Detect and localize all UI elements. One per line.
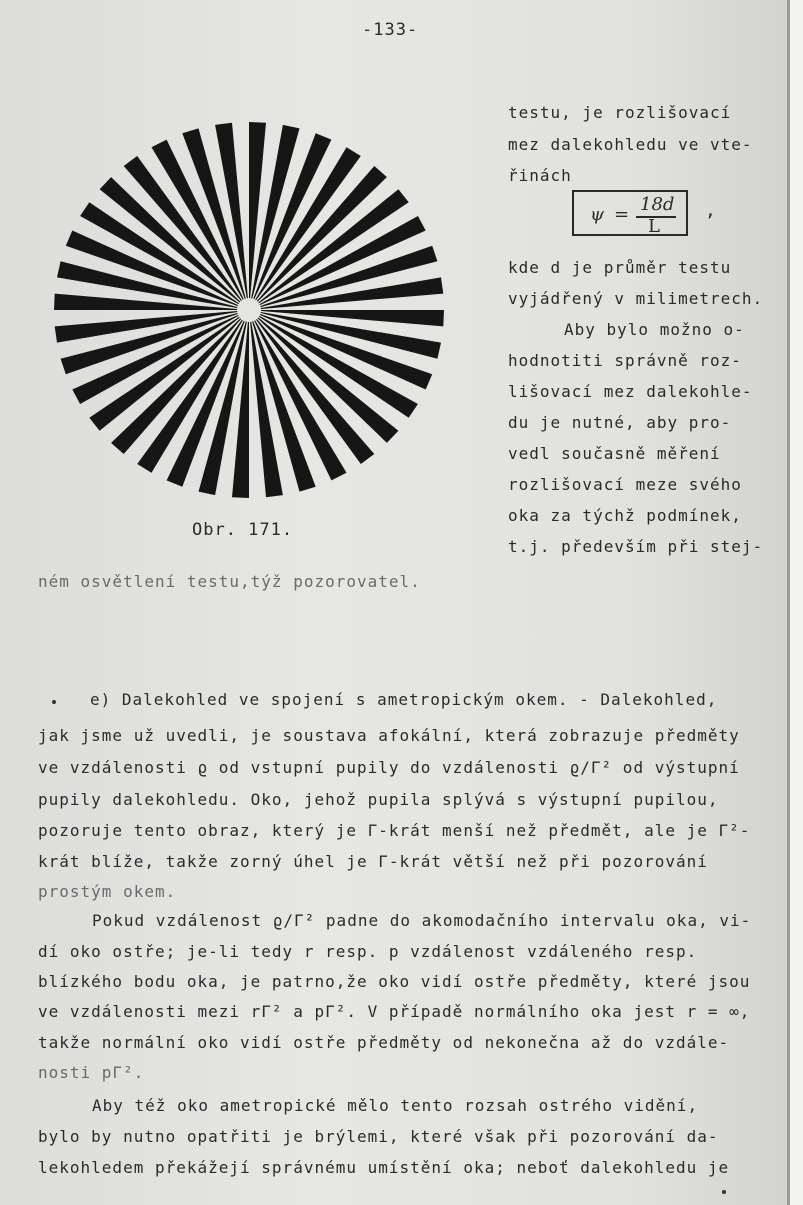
star-spoke bbox=[54, 294, 249, 310]
body-line: prostým okem. bbox=[38, 882, 177, 901]
right-column-line: rozlišovací meze svého bbox=[508, 475, 742, 494]
formula-denominator: L bbox=[648, 216, 660, 237]
right-column-line: oka za týchž podmínek, bbox=[508, 506, 742, 525]
body-line: jak jsme už uvedli, je soustava afokální, která zobrazuje předměty bbox=[38, 726, 740, 745]
body-line: nosti pΓ². bbox=[38, 1063, 145, 1082]
body-line: pupily dalekohledu. Oko, jehož pupila splývá s výstupní pupilou, bbox=[38, 790, 719, 809]
right-column-line: vedl současně měření bbox=[508, 444, 721, 463]
body-line: dí oko ostře; je-li tedy r resp. p vzdálenost vzdáleného resp. bbox=[38, 942, 698, 961]
right-column-line: lišovací mez dalekohle- bbox=[508, 382, 753, 401]
body-line: bylo by nutno opatřiti je brýlemi, které však při pozorování da- bbox=[38, 1127, 719, 1146]
body-line: pozoruje tento obraz, který je Γ-krát menší než předmět, ale je Γ²- bbox=[38, 821, 751, 840]
star-spoke bbox=[249, 122, 266, 310]
body-line: takže normální oko vidí ostře předměty od nekonečna až do vzdále- bbox=[38, 1033, 730, 1052]
formula-numerator: 18d bbox=[640, 194, 675, 215]
star-spoke bbox=[232, 310, 249, 498]
body-line: krát blíže, takže zorný úhel je Γ-krát větší než při pozorování bbox=[38, 852, 708, 871]
bullet-dot bbox=[52, 700, 56, 704]
figure-caption: Obr. 171. bbox=[192, 520, 294, 540]
speck bbox=[722, 1190, 726, 1194]
star-spoke bbox=[249, 310, 444, 326]
right-column-line: mez dalekohledu ve vte- bbox=[508, 135, 753, 154]
formula-equals: = bbox=[614, 204, 630, 225]
continuation-line: ném osvětlení testu,týž pozorovatel. bbox=[38, 572, 421, 591]
body-line: Aby též oko ametropické mělo tento rozsah ostrého vidění, bbox=[92, 1096, 699, 1115]
formula-lhs: ψ bbox=[590, 204, 605, 225]
resolution-formula bbox=[572, 190, 688, 236]
body-line: ve vzdálenosti ϱ od vstupní pupily do vzdálenosti ϱ/Γ² od výstupní bbox=[38, 758, 740, 777]
right-column-line: Aby bylo možno o- bbox=[564, 320, 745, 339]
right-column-line: hodnotiti správně roz- bbox=[508, 351, 742, 370]
right-column-line: du je nutné, aby pro- bbox=[508, 413, 732, 432]
body-line: Pokud vzdálenost ϱ/Γ² padne do akomodačního intervalu oka, vi- bbox=[92, 911, 752, 930]
page-number: -133- bbox=[362, 20, 419, 40]
body-line: blízkého bodu oka, je patrno,že oko vidí ostře předměty, které jsou bbox=[38, 972, 751, 991]
right-column-line: vyjádřený v milimetrech. bbox=[508, 289, 764, 308]
right-column-line: t.j. především při stej- bbox=[508, 537, 764, 556]
right-column-line: řinách bbox=[508, 166, 572, 185]
page-edge bbox=[790, 0, 803, 1205]
formula-comma: , bbox=[705, 200, 716, 221]
siemens-star-figure bbox=[53, 120, 445, 500]
body-line: ve vzdálenosti mezi rΓ² a pΓ². V případě normálního oka jest r = ∞, bbox=[38, 1002, 751, 1021]
right-column-line: kde d je průměr testu bbox=[508, 258, 732, 277]
body-line: lekohledem překážejí správnému umístění oka; neboť dalekohledu je bbox=[38, 1158, 730, 1177]
body-line: e) Dalekohled ve spojení s ametropickým okem. - Dalekohled, bbox=[90, 690, 718, 709]
right-column-line: testu, je rozlišovací bbox=[508, 103, 732, 122]
